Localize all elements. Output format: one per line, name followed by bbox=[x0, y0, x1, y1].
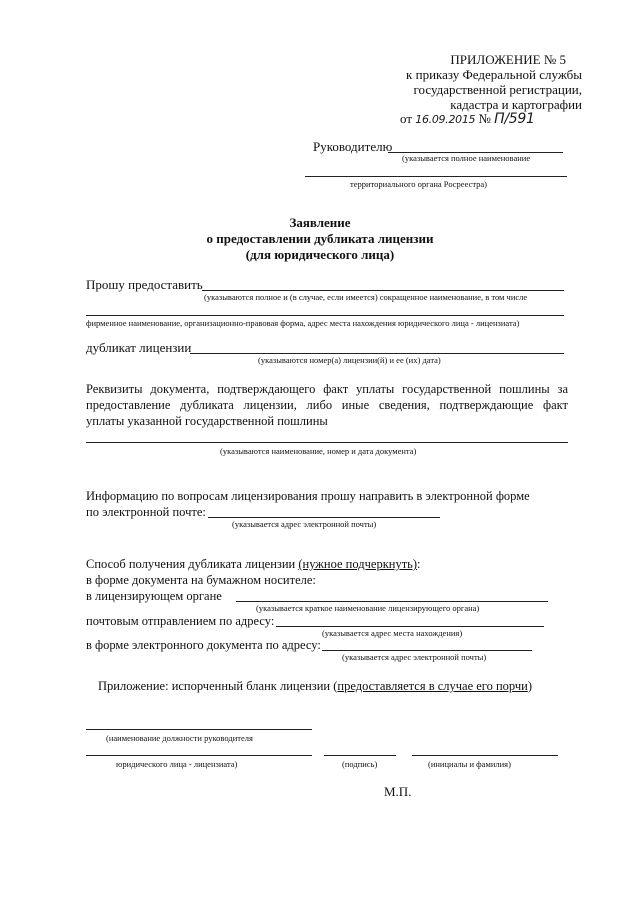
appendix-line-3: кадастра и картографии bbox=[450, 97, 582, 112]
method-intro-end: : bbox=[417, 557, 421, 571]
email-line[interactable] bbox=[208, 517, 440, 518]
licensing-label: в лицензирующем органе bbox=[86, 589, 222, 603]
payment-line[interactable] bbox=[86, 442, 568, 443]
duplicate-label: дубликат лицензии bbox=[86, 340, 192, 355]
appendix-date-row bbox=[400, 111, 535, 127]
appendix-line-1: к приказу Федеральной службы bbox=[406, 67, 582, 82]
request-label: Прошу предоставить bbox=[86, 277, 203, 292]
addressee-line-2[interactable] bbox=[305, 176, 567, 177]
position-line-1[interactable] bbox=[86, 729, 312, 730]
method-intro-underlined: (нужное подчеркнуть) bbox=[298, 557, 418, 571]
position-line-2[interactable] bbox=[86, 755, 312, 756]
method-intro-text: Способ получения дубликата лицензии bbox=[86, 557, 296, 571]
handwritten-number: П/591 bbox=[494, 111, 535, 127]
payment-hint: (указываются наименование, номер и дата документа) bbox=[220, 446, 417, 456]
email-info-line: Информацию по вопросам лицензирования прошу направить в электронной форме bbox=[86, 489, 530, 503]
request-line-2[interactable] bbox=[86, 315, 564, 316]
number-sign: № bbox=[478, 111, 491, 126]
attachment-label: Приложение: испорченный бланк лицензии ( bbox=[98, 679, 338, 693]
duplicate-line[interactable] bbox=[190, 353, 564, 354]
attachment-underlined: предоставляется в случае его порчи bbox=[337, 679, 528, 693]
form-title: Заявление bbox=[289, 215, 351, 230]
request-hint-1: (указываются полное и (в случае, если имеется) сокращенное наименование, в том числе bbox=[204, 292, 528, 302]
form-subtitle: о предоставлении дубликата лицензии bbox=[206, 231, 434, 246]
postal-line[interactable] bbox=[276, 626, 544, 627]
method-paper: в форме документа на бумажном носителе: bbox=[86, 573, 316, 587]
name-hint: (инициалы и фамилия) bbox=[428, 759, 511, 769]
form-subtitle-2: (для юридического лица) bbox=[245, 247, 395, 262]
attachment-line bbox=[98, 679, 532, 694]
licensing-line[interactable] bbox=[236, 601, 548, 602]
method-intro bbox=[86, 557, 421, 572]
request-hint-2: фирменное наименование, организационно-правовая форма, адрес места нахождения юридического лица - лицензиата) bbox=[86, 318, 520, 328]
position-hint: (наименование должности руководителя bbox=[106, 733, 253, 743]
payment-line-2: предоставление дубликата лицензии, либо иные сведения, подтверждающие факт bbox=[86, 398, 568, 412]
licensing-hint: (указывается краткое наименование лицензирующего органа) bbox=[256, 603, 480, 613]
email-label: по электронной почте: bbox=[86, 505, 206, 519]
electronic-hint: (указывается адрес электронной почты) bbox=[342, 652, 487, 662]
request-line-1[interactable] bbox=[202, 290, 564, 291]
electronic-line[interactable] bbox=[322, 650, 532, 651]
handwritten-date: 16.09.2015 bbox=[415, 113, 476, 126]
addressee-label: Руководителю bbox=[313, 139, 393, 154]
appendix-title: ПРИЛОЖЕНИЕ № 5 bbox=[450, 52, 566, 67]
attachment-end: ) bbox=[527, 679, 533, 693]
signature-hint: (подпись) bbox=[342, 759, 378, 769]
postal-hint: (указывается адрес места нахождения) bbox=[322, 628, 463, 638]
payment-line-1: Реквизиты документа, подтверждающего факт уплаты государственной пошлины за bbox=[86, 382, 568, 396]
electronic-label: в форме электронного документа по адресу: bbox=[86, 638, 321, 652]
ot-label: от bbox=[400, 111, 413, 126]
payment-line-3: уплаты указанной государственной пошлины bbox=[86, 414, 328, 428]
position-hint-2: юридического лица - лицензиата) bbox=[116, 759, 238, 769]
signature-line[interactable] bbox=[324, 755, 396, 756]
email-hint: (указывается адрес электронной почты) bbox=[232, 519, 377, 529]
postal-label: почтовым отправлением по адресу: bbox=[86, 614, 275, 628]
name-line[interactable] bbox=[412, 755, 558, 756]
stamp-place: М.П. bbox=[384, 784, 412, 799]
duplicate-hint: (указываются номер(а) лицензии(й) и ее (их) дата) bbox=[258, 355, 441, 365]
addressee-hint-1: (указывается полное наименование bbox=[402, 153, 531, 163]
appendix-line-2: государственной регистрации, bbox=[413, 82, 582, 97]
addressee-hint-2: территориального органа Росреестра) bbox=[350, 179, 488, 189]
